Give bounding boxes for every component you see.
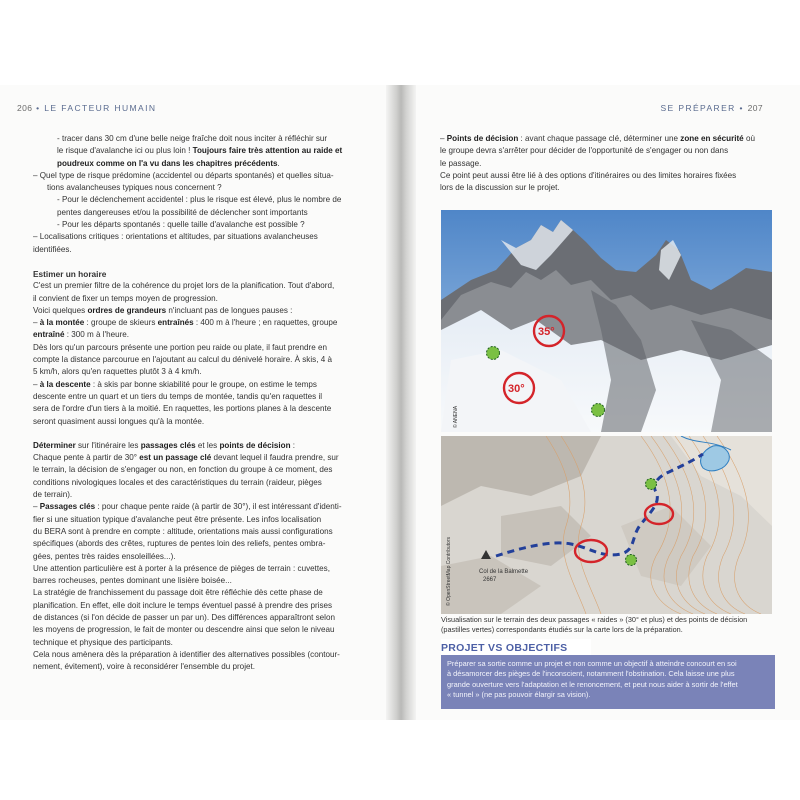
- body-line: [33, 317, 368, 329]
- body-line: le passage.: [440, 158, 482, 168]
- bold-run: points de décision: [219, 440, 291, 450]
- bold-run: ordres de grandeurs: [87, 305, 167, 315]
- text-run: Voici quelques: [33, 305, 88, 315]
- body-line: Cela nous amènera dès la préparation à identifier des alternatives possibles (contour-: [33, 649, 340, 659]
- body-line: le terrain, la décision de s'engager ou non, en fonction du groupe à ce moment, des: [33, 465, 333, 475]
- right-running-head: [660, 103, 763, 113]
- bold-run: est un passage clé: [139, 453, 212, 463]
- text-run: –: [440, 134, 447, 143]
- question-line: pentes dangereuses et/ou la possibilité de déclencher sont importants: [57, 207, 308, 217]
- text-run: et les: [195, 440, 220, 450]
- text-run: Chaque pente à partir de 30°: [33, 453, 140, 463]
- intro-line: [33, 158, 368, 170]
- topographic-map: [441, 436, 772, 614]
- bold-run: entraîné: [33, 330, 65, 340]
- left-running-head: [17, 103, 156, 113]
- box-line: à désamorcer des pièges de l'inconscient, notamment l'obstination. Cela laisse une plus: [447, 669, 735, 679]
- bold-run: Déterminer: [33, 440, 76, 450]
- box-line: « tunnel » (ne pas pouvoir élargir sa vision).: [447, 689, 591, 699]
- body-line: Une attention particulière est à porter à la présence de pièges de terrain : cuvettes,: [33, 563, 330, 573]
- map-place-name: Col de la Balmette: [479, 569, 529, 575]
- question-line: - Pour les départs spontanés : quelle taille d'avalanche est possible ?: [57, 220, 305, 230]
- question-line: identifiées.: [33, 244, 72, 254]
- body-line: les moyens de progression, le fait de monter ou descendre ainsi que selon le niveau: [33, 625, 335, 635]
- bold-run: zone en sécurité: [680, 134, 744, 143]
- decision-point-marker: [626, 555, 637, 566]
- left-body-text: [33, 133, 368, 673]
- text-run: n'incluant pas de longues pauses :: [166, 305, 293, 315]
- bold-run: Toujours faire très attention au raide et: [192, 146, 343, 156]
- right-running-title: SE PRÉPARER •: [660, 103, 744, 113]
- section-heading-horaire: Estimer un horaire: [33, 268, 107, 279]
- text-run: : groupe de skieurs: [84, 318, 158, 328]
- body-line: [33, 452, 368, 464]
- box-line: grande ouverture vers l'adaptation et le renoncement, et peut nous aider à sortir de l'effet: [447, 679, 738, 689]
- bold-run: entraînés: [157, 318, 194, 328]
- text-run: –: [33, 379, 40, 389]
- right-page-number: 207: [747, 103, 763, 113]
- slope-label-35: 35°: [538, 326, 555, 338]
- body-line: du BERA sont à prendre en compte : altitude, orientations mais aussi configurations: [33, 526, 333, 536]
- decision-point-marker: [592, 404, 605, 417]
- map-credit: © OpenStreetMap Contributors: [446, 537, 452, 606]
- decision-point-marker: [487, 347, 500, 360]
- body-line: barres rocheuses, pentes dominant une lisière boisée...: [33, 576, 232, 586]
- left-page-number: 206: [17, 103, 33, 113]
- body-line: 5 km/h, alors qu'en raquettes plutôt 3 à 4 km/h.: [33, 367, 202, 377]
- map-altitude: 2667: [483, 577, 497, 583]
- body-line: sera de l'ordre d'un tiers à la moitié. En raquettes, les portions planes à la descente: [33, 404, 332, 414]
- body-line: le groupe devra s'arrêter pour décider de l'opportunité de s'engager ou non dans: [440, 146, 729, 156]
- text-run: : 300 m à l'heure.: [64, 330, 130, 340]
- mountain-photo: [441, 210, 772, 432]
- text-run: –: [33, 318, 40, 328]
- body-line: de terrain).: [33, 490, 73, 500]
- body-line: il convient de fixer un temps moyen de progression.: [33, 293, 218, 303]
- body-line: [33, 440, 368, 452]
- body-line: La stratégie de franchissement du passage doit être réfléchie dès cette phase de: [33, 588, 323, 598]
- body-line: [33, 379, 368, 391]
- body-line: gées, pentes très raides ensoleillées...).: [33, 551, 176, 561]
- bold-run: passages clés: [140, 440, 196, 450]
- text-run: sur l'itinéraire les: [75, 440, 141, 450]
- text-run: où: [743, 134, 755, 143]
- bold-run: à la descente: [39, 379, 91, 389]
- body-line: fier si une situation typique d'avalanche peut être présente. Les infos localisation: [33, 514, 322, 524]
- text-run: : pour chaque pente raide (à partir de 30°), il est intéressant d'identi-: [95, 502, 342, 512]
- intro-line: [33, 145, 368, 157]
- body-line: [33, 501, 368, 513]
- caption-line: Visualisation sur le terrain des deux passages « raides » (30° et plus) et des points de décision: [441, 615, 748, 624]
- body-line: [440, 133, 770, 145]
- body-line: seront quasiment aussi longues qu'à la montée.: [33, 416, 205, 426]
- bold-run: poudreux comme on l'a vu dans les chapitres précédents: [57, 158, 278, 168]
- text-run: : à skis par bonne skiabilité pour le groupe, on estime le temps: [90, 379, 317, 389]
- text-run: :: [290, 440, 296, 450]
- text-run: : avant chaque passage clé, déterminer une: [518, 134, 681, 143]
- text-run: .: [277, 158, 280, 168]
- caption-line: (pastilles vertes) correspondants étudiés sur la carte lors de la préparation.: [441, 625, 683, 634]
- body-line: conditions nivologiques locales et des caractéristiques du terrain (raideur, pièges: [33, 477, 322, 487]
- body-line: [33, 305, 368, 317]
- projet-vs-objectifs-box: [441, 639, 772, 719]
- right-body-text: [440, 133, 770, 194]
- box-body: [441, 655, 775, 709]
- question-line: tions avalancheuses typiques nous concernent ?: [47, 183, 222, 193]
- bold-run: à la montée: [39, 318, 85, 328]
- box-line: Préparer sa sortie comme un projet et non comme un objectif à atteindre concourt en soi: [447, 659, 737, 668]
- body-line: planification. En effet, elle doit inclure le temps éventuel passé à prendre des prises: [33, 600, 333, 610]
- body-line: lors de la discussion sur le projet.: [440, 183, 560, 193]
- body-line: technique et physique des participants.: [33, 637, 173, 647]
- body-line: de distances (si l'on décide de passer un par un). Des différences apparaîtront selon: [33, 612, 335, 622]
- left-running-title: • LE FACTEUR HUMAIN: [36, 103, 157, 113]
- text-run: le risque d'avalanche ici ou plus loin !: [57, 146, 193, 156]
- question-line: – Quel type de risque prédomine (accidentel ou départs spontanés) et quelles situa-: [33, 170, 334, 180]
- question-line: - Pour le déclenchement accidentel : plus le risque est élevé, plus le nombre de: [57, 195, 342, 205]
- question-line: – Localisations critiques : orientations et altitudes, par situations avalancheuses: [33, 232, 318, 242]
- box-title: PROJET VS OBJECTIFS: [441, 639, 591, 658]
- body-line: nement, évitement), voire à reconsidérer l'ensemble du projet.: [33, 662, 255, 672]
- decision-point-marker: [646, 479, 657, 490]
- photo-credit: © ANENA: [453, 405, 459, 428]
- intro-line: - tracer dans 30 cm d'une belle neige fraîche doit nous inciter à réfléchir sur: [57, 134, 328, 143]
- body-line: C'est un premier filtre de la cohérence du projet lors de la planification. Tout d'abord,: [33, 281, 335, 291]
- figure-caption: [441, 615, 772, 635]
- body-line: Ce point peut aussi être lié à des options d'itinéraires ou des limites horaires fixées: [440, 170, 737, 180]
- slope-label-30: 30°: [508, 383, 525, 395]
- body-line: [33, 329, 368, 341]
- text-run: devant lequel il faudra prendre, sur: [211, 453, 339, 463]
- book-gutter: [386, 85, 416, 720]
- bold-run: Passages clés: [39, 502, 96, 512]
- body-line: compte la distance parcourue en l'ajoutant au calcul du dénivelé horaire. À skis, 4 à: [33, 355, 332, 365]
- body-line: descente entre un quart et un tiers du temps de montée, tandis qu'en raquettes il: [33, 391, 323, 401]
- bold-run: Points de décision: [446, 134, 519, 143]
- text-run: : 400 m à l'heure ; en raquettes, groupe: [193, 318, 338, 328]
- text-run: –: [33, 502, 40, 512]
- body-line: spécifiques (abords des crêtes, ruptures de pentes loin des reliefs, pentes ombra-: [33, 539, 326, 549]
- body-line: Dès lors qu'un parcours présente une portion peu raide ou plate, il faut prendre en: [33, 342, 328, 352]
